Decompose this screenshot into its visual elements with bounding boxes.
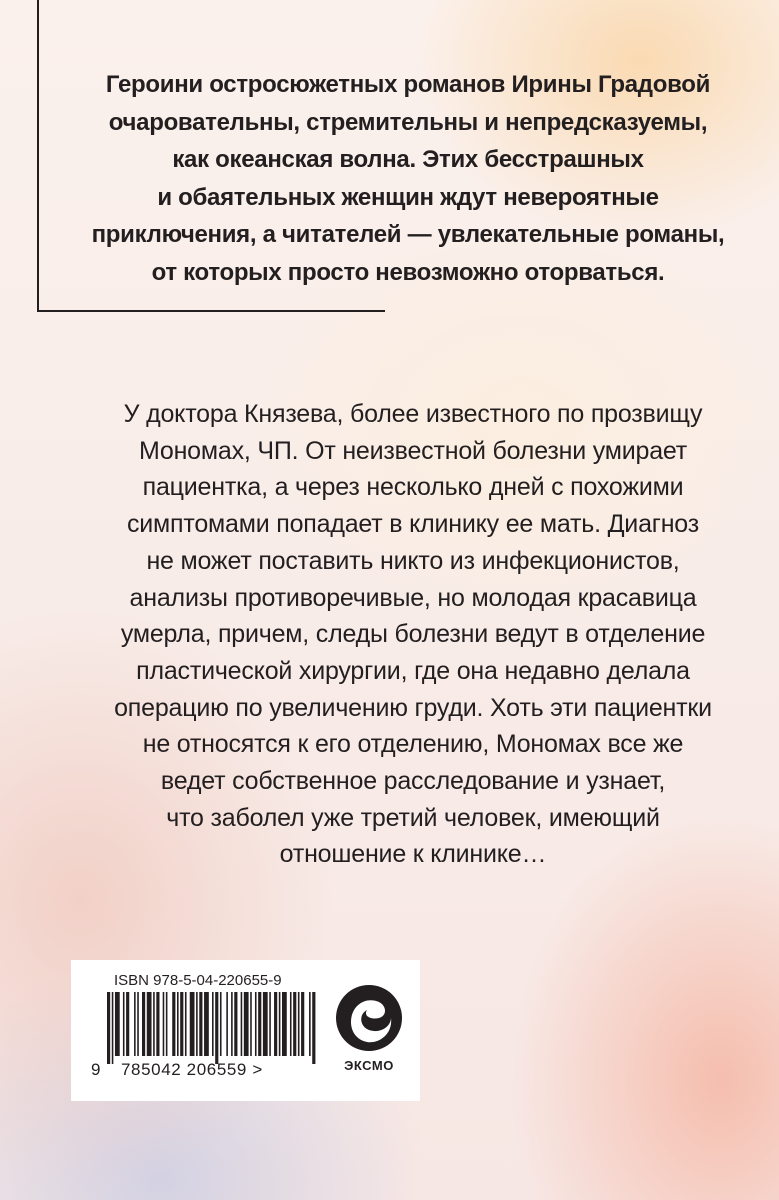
barcode-bar — [177, 992, 179, 1056]
barcode-bar — [282, 992, 287, 1056]
barcode-bar — [250, 992, 252, 1056]
barcode-bar — [226, 992, 228, 1056]
barcode-bar — [244, 992, 249, 1056]
barcode-bar — [137, 992, 139, 1056]
intro-line: приключения, а читателей — увлекательные романы, — [91, 221, 725, 249]
barcode-bar — [185, 992, 187, 1056]
barcode-bar — [231, 992, 233, 1056]
publisher-logo — [329, 982, 409, 1082]
barcode-quiet-mark: > — [252, 1060, 263, 1079]
barcode-bar — [309, 992, 311, 1056]
barcode-bar — [312, 992, 315, 1064]
annotation-line: У доктора Князева, более известного по прозвищу — [123, 400, 703, 428]
barcode-digit-groups: 785042 206559 — [121, 1060, 247, 1079]
barcode-bar — [107, 992, 110, 1064]
intro-line: от которых просто невозможно оторваться. — [151, 258, 665, 286]
annotation-line: не может поставить никто из инфекционистов, — [146, 546, 680, 575]
barcode-bar — [241, 992, 243, 1056]
barcode-bar — [115, 992, 120, 1056]
barcode-bar — [163, 992, 165, 1056]
annotation-line: пациентка, а через несколько дней с похожими — [142, 473, 684, 502]
barcode-bar — [123, 992, 125, 1056]
annotation-line: Мономах, ЧП. От неизвестной болезни умирает — [138, 436, 688, 465]
barcode-bar — [196, 992, 198, 1056]
annotation-line: ведет собственное расследование и узнает, — [160, 767, 666, 796]
barcode-bar — [180, 992, 183, 1056]
annotation-line: анализы противоречивые, но молодая красавица — [129, 583, 697, 612]
barcode-bar — [274, 992, 277, 1056]
intro-line: и обаятельных женщин ждут невероятные — [157, 183, 659, 211]
barcode-bar — [279, 992, 281, 1056]
annotation-line: умерла, причем, следы болезни ведут в отделение — [120, 620, 706, 649]
barcode-bar — [263, 992, 268, 1056]
barcode-bar — [153, 992, 155, 1056]
barcode-bars — [107, 992, 317, 1064]
barcode-bar — [301, 992, 304, 1056]
barcode-digits — [121, 1060, 263, 1080]
intro-line: как океанская волна. Этих бесстрашных — [172, 146, 644, 174]
publisher-name: ЭКСМО — [344, 1058, 394, 1073]
barcode-bar — [204, 992, 209, 1056]
annotation-line: не относятся к его отделению, Мономах все же — [142, 730, 684, 759]
barcode-bar — [172, 992, 175, 1056]
barcode-bar — [215, 992, 218, 1064]
barcode-bar — [258, 992, 261, 1056]
barcode-bar — [199, 992, 202, 1056]
intro-line: Героини остросюжетных романов Ирины Градовой — [105, 71, 711, 98]
barcode-bar — [126, 992, 129, 1056]
series-intro — [58, 66, 758, 292]
barcode-bar — [166, 992, 168, 1056]
barcode-panel — [71, 960, 420, 1101]
intro-line: очаровательны, стремительны и непредсказуемы, — [108, 108, 708, 136]
barcode-bar — [112, 992, 114, 1064]
annotation-line: операцию по увеличению груди. Хоть эти пациентки — [114, 693, 712, 722]
barcode-bar — [147, 992, 152, 1056]
barcode-bar — [293, 992, 296, 1056]
barcode-bar — [190, 992, 195, 1056]
book-annotation — [58, 396, 768, 873]
barcode-bar — [142, 992, 145, 1056]
barcode-bar — [298, 992, 300, 1056]
barcode-bar — [220, 992, 222, 1056]
barcode-bar — [156, 992, 159, 1056]
barcode-bar — [269, 992, 271, 1056]
annotation-line: симптомами попадает в клинику ее мать. Диагноз — [126, 510, 699, 539]
barcode-bar — [212, 992, 214, 1056]
barcode-bar — [290, 992, 292, 1056]
annotation-line: отношение к клинике… — [279, 840, 547, 869]
isbn-label: ISBN 978-5-04-220655-9 — [114, 972, 282, 989]
barcode-bar — [255, 992, 257, 1056]
eksmo-swirl-logo-icon — [329, 982, 409, 1058]
annotation-line: что заболел уже третий человек, имеющий — [166, 803, 660, 832]
barcode-lead-digit: 9 — [91, 1060, 101, 1079]
barcode-bar — [134, 992, 136, 1056]
annotation-line: пластической хирургии, где она недавно делала — [136, 656, 690, 685]
barcode-bar — [234, 992, 237, 1056]
